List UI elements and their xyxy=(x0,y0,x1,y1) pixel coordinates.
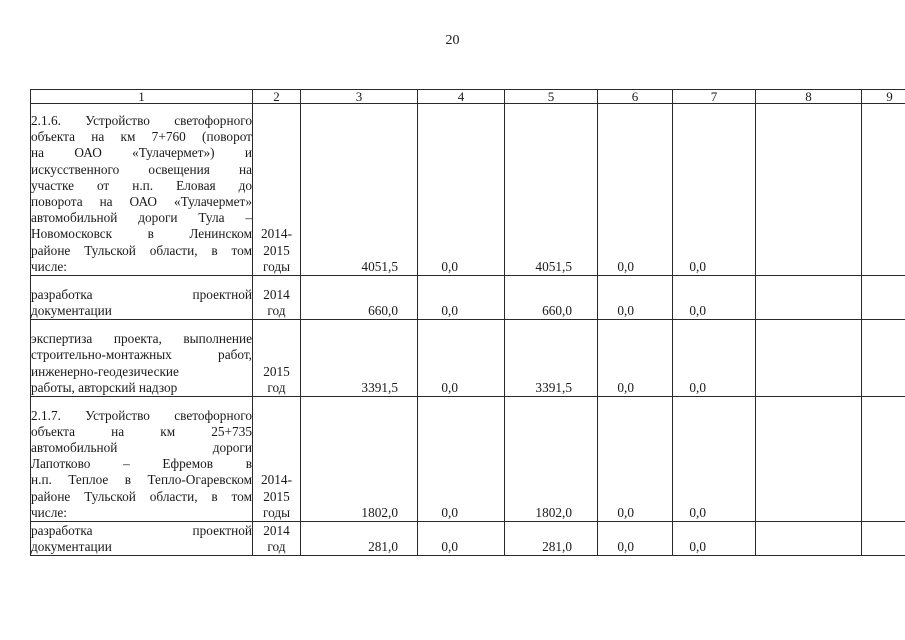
value-col5: 4051,5 xyxy=(505,104,598,276)
table-row xyxy=(31,522,905,556)
period-line: 2015 xyxy=(263,363,290,379)
item-description xyxy=(31,276,253,320)
value-col5: 3391,5 xyxy=(505,320,598,397)
description-line: Новомосковск в Ленинском xyxy=(31,226,252,242)
value-col9 xyxy=(862,320,905,397)
period-line: год xyxy=(267,379,286,395)
value-col9 xyxy=(862,276,905,320)
value-col6: 0,0 xyxy=(598,104,673,276)
value-col4: 0,0 xyxy=(418,104,505,276)
table-row xyxy=(31,320,905,397)
description-line: н.п. Теплое в Тепло-Огаревском xyxy=(31,472,252,488)
column-header: 5 xyxy=(505,90,598,104)
value-col8 xyxy=(756,397,862,522)
header-row xyxy=(31,90,905,104)
description-line: разработка проектной xyxy=(31,522,252,538)
value-col6: 0,0 xyxy=(598,522,673,556)
period-cell xyxy=(253,320,301,397)
table-row xyxy=(31,397,905,522)
column-header: 6 xyxy=(598,90,673,104)
period-line: годы xyxy=(262,504,291,520)
value-col9 xyxy=(862,522,905,556)
description-line: числе: xyxy=(31,504,67,520)
column-header: 2 xyxy=(253,90,301,104)
value-col8 xyxy=(756,320,862,397)
description-line: автомобильной дороги Тула – xyxy=(31,210,252,226)
value-col7: 0,0 xyxy=(673,522,756,556)
period-cell xyxy=(253,397,301,522)
description-line: строительно-монтажных работ, xyxy=(31,347,252,363)
value-col3: 4051,5 xyxy=(301,104,418,276)
period-line: год xyxy=(267,538,286,554)
period-cell xyxy=(253,276,301,320)
value-col6: 0,0 xyxy=(598,320,673,397)
column-header: 8 xyxy=(756,90,862,104)
description-line: объекта на км 7+760 (поворот xyxy=(31,129,252,145)
value-col6: 0,0 xyxy=(598,397,673,522)
value-col4: 0,0 xyxy=(418,320,505,397)
value-col8 xyxy=(756,522,862,556)
period-line: 2015 xyxy=(263,242,290,258)
period-line: 2015 xyxy=(263,488,290,504)
column-header: 9 xyxy=(862,90,905,104)
page-number: 20 xyxy=(445,33,460,48)
period-cell xyxy=(253,104,301,276)
value-col8 xyxy=(756,276,862,320)
description-line: документации xyxy=(31,538,112,554)
value-col4: 0,0 xyxy=(418,522,505,556)
value-col7: 0,0 xyxy=(673,276,756,320)
value-col3: 660,0 xyxy=(301,276,418,320)
description-line: 2.1.7. Устройство светофорного xyxy=(31,407,252,423)
column-header: 1 xyxy=(31,90,253,104)
column-header: 4 xyxy=(418,90,505,104)
budget-table xyxy=(30,89,905,556)
description-line: объекта на км 25+735 xyxy=(31,423,252,439)
value-col7: 0,0 xyxy=(673,320,756,397)
value-col9 xyxy=(862,104,905,276)
description-line: на ОАО «Тулачермет») и xyxy=(31,145,252,161)
column-header: 3 xyxy=(301,90,418,104)
description-line: инженерно-геодезические xyxy=(31,363,179,379)
value-col5: 660,0 xyxy=(505,276,598,320)
description-line: районе Тульской области, в том xyxy=(31,242,252,258)
value-col3: 3391,5 xyxy=(301,320,418,397)
item-description xyxy=(31,104,253,276)
description-line: разработка проектной xyxy=(31,286,252,302)
value-col9 xyxy=(862,397,905,522)
period-line: годы xyxy=(262,258,291,274)
period-line: 2014 xyxy=(263,286,290,302)
description-line: участке от н.п. Еловая до xyxy=(31,177,252,193)
description-line: документации xyxy=(31,302,112,318)
item-description xyxy=(31,320,253,397)
description-line: экспертиза проекта, выполнение xyxy=(31,331,252,347)
period-line: год xyxy=(267,302,286,318)
description-line: 2.1.6. Устройство светофорного xyxy=(31,112,252,128)
value-col7: 0,0 xyxy=(673,104,756,276)
value-col6: 0,0 xyxy=(598,276,673,320)
description-line: работы, авторский надзор xyxy=(31,379,178,395)
period-cell xyxy=(253,522,301,556)
value-col4: 0,0 xyxy=(418,276,505,320)
value-col5: 281,0 xyxy=(505,522,598,556)
value-col3: 1802,0 xyxy=(301,397,418,522)
period-line: 2014 xyxy=(263,522,290,538)
value-col3: 281,0 xyxy=(301,522,418,556)
period-line: 2014- xyxy=(260,472,293,488)
column-header: 7 xyxy=(673,90,756,104)
description-line: числе: xyxy=(31,258,67,274)
description-line: поворота на ОАО «Тулачермет» xyxy=(31,193,252,209)
description-line: Лапотково – Ефремов в xyxy=(31,456,252,472)
period-line: 2014- xyxy=(260,226,293,242)
value-col8 xyxy=(756,104,862,276)
table-row xyxy=(31,104,905,276)
item-description xyxy=(31,397,253,522)
value-col5: 1802,0 xyxy=(505,397,598,522)
description-line: автомобильной дороги xyxy=(31,439,252,455)
item-description xyxy=(31,522,253,556)
table-row xyxy=(31,276,905,320)
description-line: искусственного освещения на xyxy=(31,161,252,177)
value-col7: 0,0 xyxy=(673,397,756,522)
description-line: районе Тульской области, в том xyxy=(31,488,252,504)
value-col4: 0,0 xyxy=(418,397,505,522)
